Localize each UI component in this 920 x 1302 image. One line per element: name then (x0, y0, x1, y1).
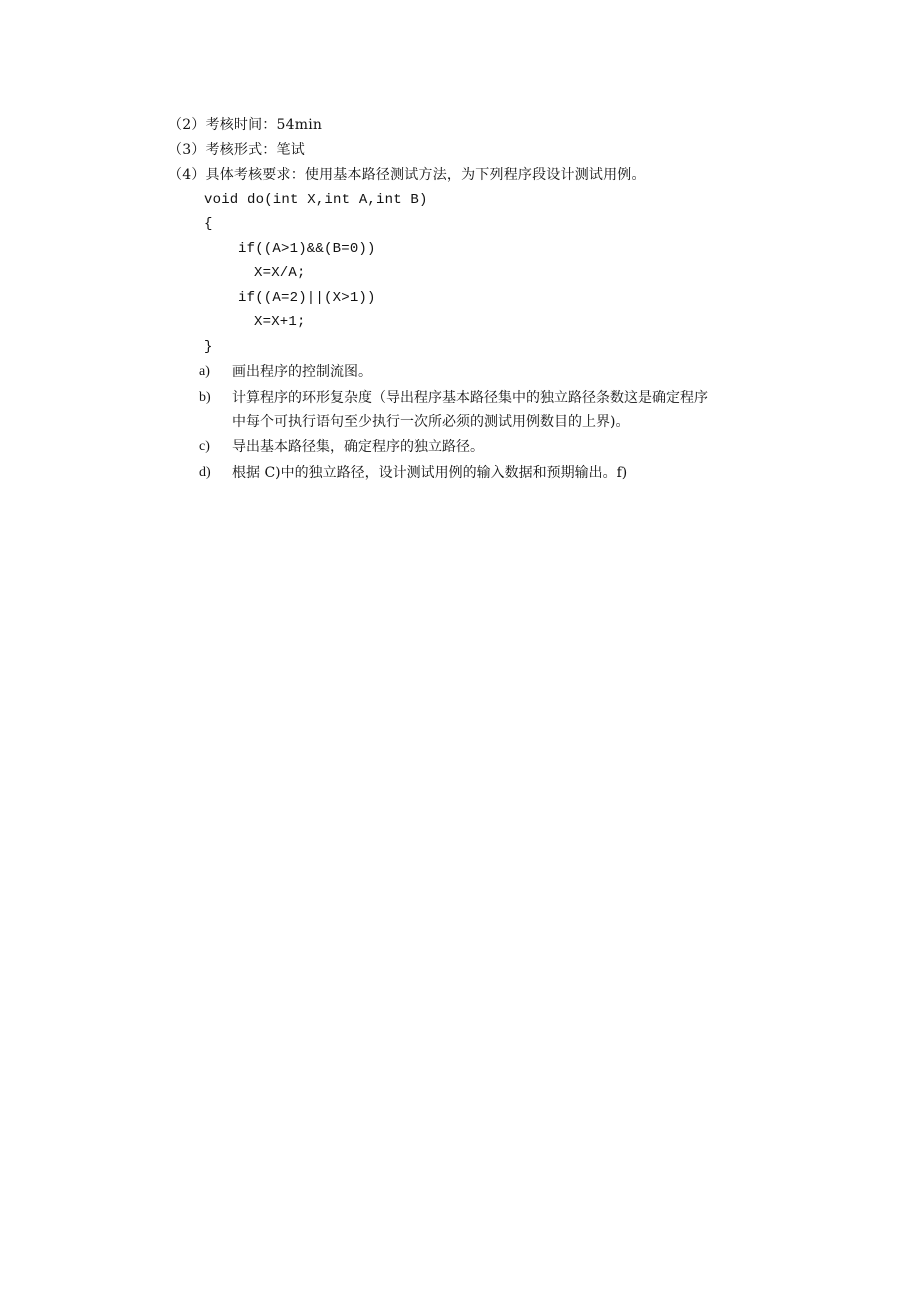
task-a-text: 画出程序的控制流图。 (232, 364, 372, 380)
task-d-text: 根据 C)中的独立路径，设计测试用例的输入数据和预期输出。f) (232, 465, 628, 481)
code-line-if-2: if((A=2)||(X>1)) (238, 290, 376, 306)
code-line-assign-1: X=X/A; (254, 265, 306, 281)
task-c-label: c) (199, 439, 210, 454)
task-b-label: b) (199, 390, 211, 405)
item-exam-time: （2）考核时间：54min (168, 117, 323, 133)
task-b-text: 计算程序的环形复杂度（导出程序基本路径集中的独立路径条数这是确定程序 (232, 390, 708, 406)
task-c-text: 导出基本路径集，确定程序的独立路径。 (232, 439, 484, 455)
task-b-text-continued: 中每个可执行语句至少执行一次所必须的测试用例数目的上界)。 (232, 414, 630, 430)
task-a-label: a) (199, 364, 210, 379)
item-exam-format: （3）考核形式：笔试 (168, 142, 305, 158)
code-line-signature: void do(int X,int A,int B) (204, 192, 428, 208)
task-d-label: d) (199, 465, 211, 480)
code-line-if-1: if((A>1)&&(B=0)) (238, 241, 376, 257)
code-line-open-brace: { (204, 216, 213, 232)
item-exam-requirements: （4）具体考核要求：使用基本路径测试方法，为下列程序段设计测试用例。 (168, 167, 646, 183)
code-line-assign-2: X=X+1; (254, 314, 306, 330)
code-line-close-brace: } (204, 339, 213, 355)
